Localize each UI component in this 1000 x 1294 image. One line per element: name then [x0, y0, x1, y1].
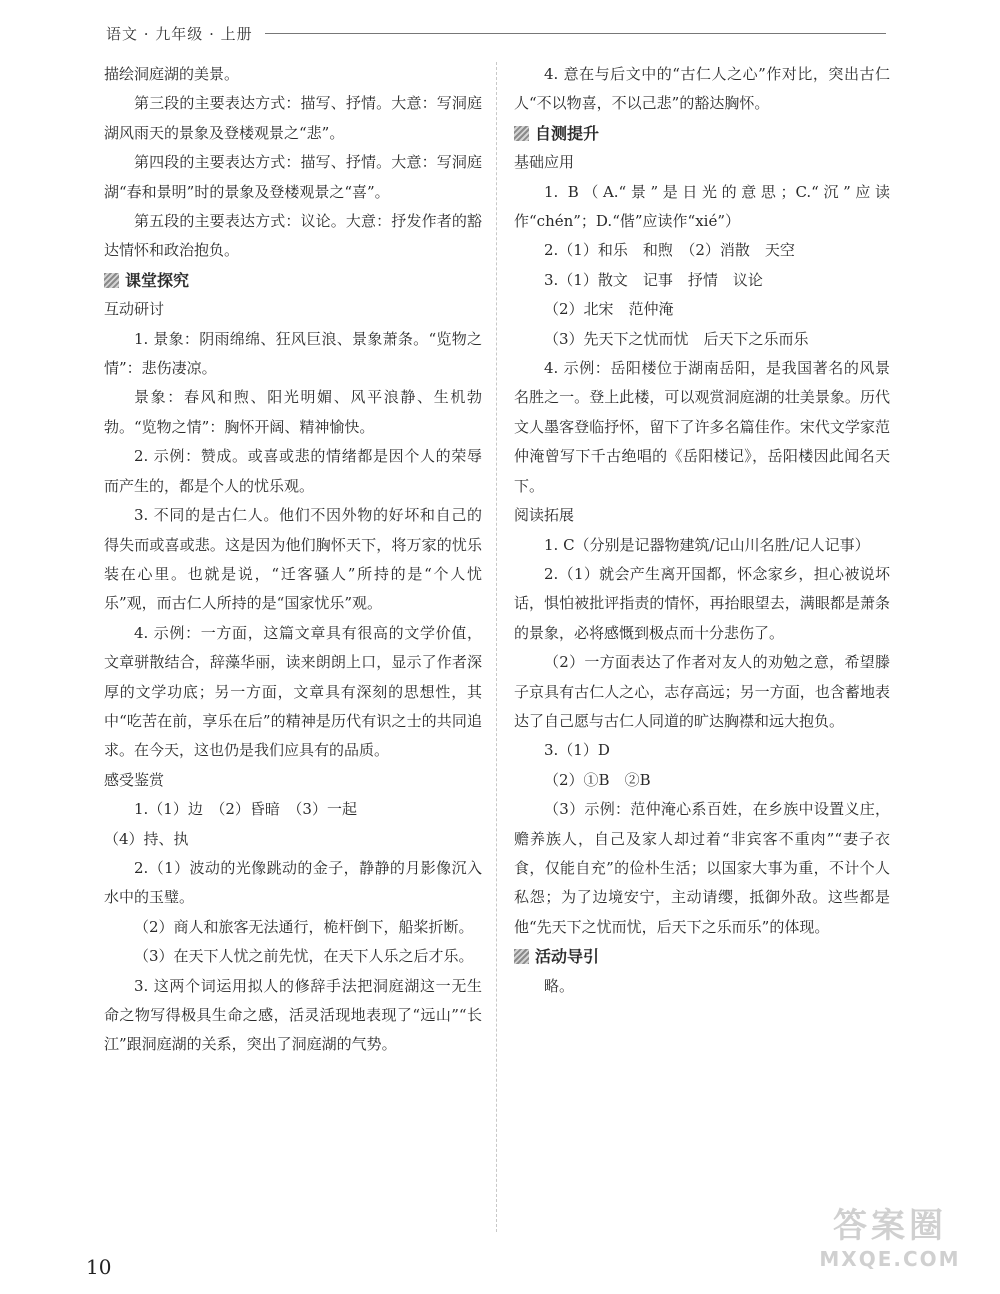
paragraph: 第五段的主要表达方式：议论。大意：抒发作者的豁达情怀和政治抱负。: [104, 212, 482, 260]
paragraph: 1. 景象：阴雨绵绵、狂风巨浪、景象萧条。“览物之情”：悲伤凄凉。: [104, 329, 482, 378]
column-divider: [496, 62, 497, 1232]
paragraph: 2. 示例：赞成。或喜或悲的情绪都是因个人的荣辱而产生的，都是个人的忧乐观。: [104, 447, 482, 495]
header-rule: [265, 33, 886, 34]
section-title: 活动导引: [535, 947, 600, 967]
section-heading-classroom: [104, 266, 482, 295]
paragraph: 3. 这两个词运用拟人的修辞手法把洞庭湖这一无生命之物写得极具生命之感，活灵活现地表现了“远山”“长江”跟洞庭湖的关系，突出了洞庭湖的气势。: [104, 976, 482, 1054]
subsection-heading: 互动研讨: [104, 300, 165, 319]
paragraph: 第三段的主要表达方式：描写、抒情。大意：写洞庭湖风雨天的景象及登楼观景之“悲”。: [104, 94, 482, 142]
header-title: 语文 · 九年级 · 上册: [106, 24, 253, 43]
paragraph: 2.（1）和乐 和煦 （2）消散 天空: [544, 241, 795, 260]
paragraph: （2）①B ②B: [544, 770, 651, 789]
paragraph: 3.（1）D: [544, 741, 610, 760]
left-column: [104, 60, 482, 1060]
page-header: [106, 18, 886, 48]
paragraph: （2）一方面表达了作者对友人的劝勉之意，希望滕子京具有古仁人之心，志存高远；另一方面，也含蓄地表达了自己愿与古仁人同道的旷达胸襟和远大抱负。: [514, 653, 890, 730]
paragraph: 1.（1）边 （2）昏暗 （3）一起: [134, 800, 357, 819]
section-marker-icon: [514, 126, 529, 141]
paragraph: 2.（1）波动的光像跳动的金子，静静的月影像沉入水中的玉璧。: [104, 858, 482, 907]
paragraph: 4. 示例：一方面，这篇文章具有很高的文学价值，文章骈散结合，辞藻华丽，读来朗朗上口，显示了作者深厚的文学功底；另一方面，文章具有深刻的思想性，其中“吃苦在前，享乐在后”的精神是历代有识之士的共同追求。在今天，这也仍是我们应具有的品质。: [104, 623, 482, 760]
paragraph: 描绘洞庭湖的美景。: [104, 65, 240, 83]
subsection-heading: 感受鉴赏: [104, 770, 165, 789]
subsection-heading: 基础应用: [514, 153, 575, 172]
paragraph: 3.（1）散文 记事 抒情 议论: [544, 270, 763, 289]
paragraph: 1. C（分别是记器物建筑/记山川名胜/记人记事）: [544, 535, 870, 554]
paragraph: （3）在天下人忧之前先忧，在天下人乐之后才乐。: [134, 947, 474, 966]
paragraph: 4. 意在与后文中的“古仁人之心”作对比，突出古仁人“不以物喜，不以己悲”的豁达胸怀。: [514, 65, 890, 113]
paragraph: 3. 不同的是古仁人。他们不因外物的好坏和自己的得失而或喜或悲。这是因为他们胸怀天下，将万家的忧乐装在心里。也就是说，“迁客骚人”所持的是“个人忧乐”观，而古仁人所持的是“国家忧乐”观。: [104, 506, 482, 613]
section-title: 课堂探究: [125, 270, 190, 290]
section-heading-activity: [514, 942, 890, 971]
paragraph: 4. 示例：岳阳楼位于湖南岳阳，是我国著名的风景名胜之一。登上此楼，可以观赏洞庭湖的壮美景象。历代文人墨客登临抒怀，留下了许多名篇佳作。宋代文学家范仲淹曾写下千古绝唱的《岳阳楼记》，岳阳楼因此闻名天下。: [514, 359, 890, 495]
paragraph: 第四段的主要表达方式：描写、抒情。大意：写洞庭湖“春和景明”时的景象及登楼观景之“喜”。: [104, 153, 482, 201]
section-marker-icon: [514, 949, 529, 964]
paragraph: 景象：春风和煦、阳光明媚、风平浪静、生机勃勃。“览物之情”：胸怀开阔、精神愉快。: [104, 388, 482, 436]
paragraph: （3）示例：范仲淹心系百姓，在乡族中设置义庄，赡养族人，自己及家人却过着“非宾客不重肉”“妻子衣食，仅能自充”的俭朴生活；以国家大事为重，不计个人私怨；为了边境安宁，主动请缨，抵御外敌。这些都是他“先天下之忧而忧，后天下之乐而乐”的体现。: [514, 800, 890, 936]
watermark-logo: 答案圈: [833, 1206, 947, 1246]
paragraph: （3）先天下之忧而忧 后天下之乐而乐: [544, 329, 809, 348]
paragraph: （2）北宋 范仲淹: [544, 300, 674, 319]
paragraph: 1. B（A.“景”是日光的意思；C.“沉”应读作“chén”；D.“偕”应读作“xié”）: [514, 182, 890, 231]
subsection-heading: 阅读拓展: [514, 506, 575, 525]
page-number: 10: [86, 1255, 112, 1279]
paragraph: 2.（1）就会产生离开国都，怀念家乡，担心被说坏话，惧怕被批评指责的情怀，再抬眼望去，满眼都是萧条的景象，必将感慨到极点而十分悲伤了。: [514, 564, 890, 642]
paragraph: （2）商人和旅客无法通行，桅杆倒下，船桨折断。: [134, 917, 474, 936]
watermark-url: MXQE.COM: [819, 1247, 961, 1271]
right-column: [514, 60, 890, 1001]
paragraph: （4）持、执: [104, 829, 189, 848]
section-heading-self-test: [514, 119, 890, 148]
section-title: 自测提升: [535, 123, 600, 143]
section-marker-icon: [104, 273, 119, 288]
paragraph: 略。: [544, 976, 575, 995]
watermark: [790, 1198, 990, 1288]
